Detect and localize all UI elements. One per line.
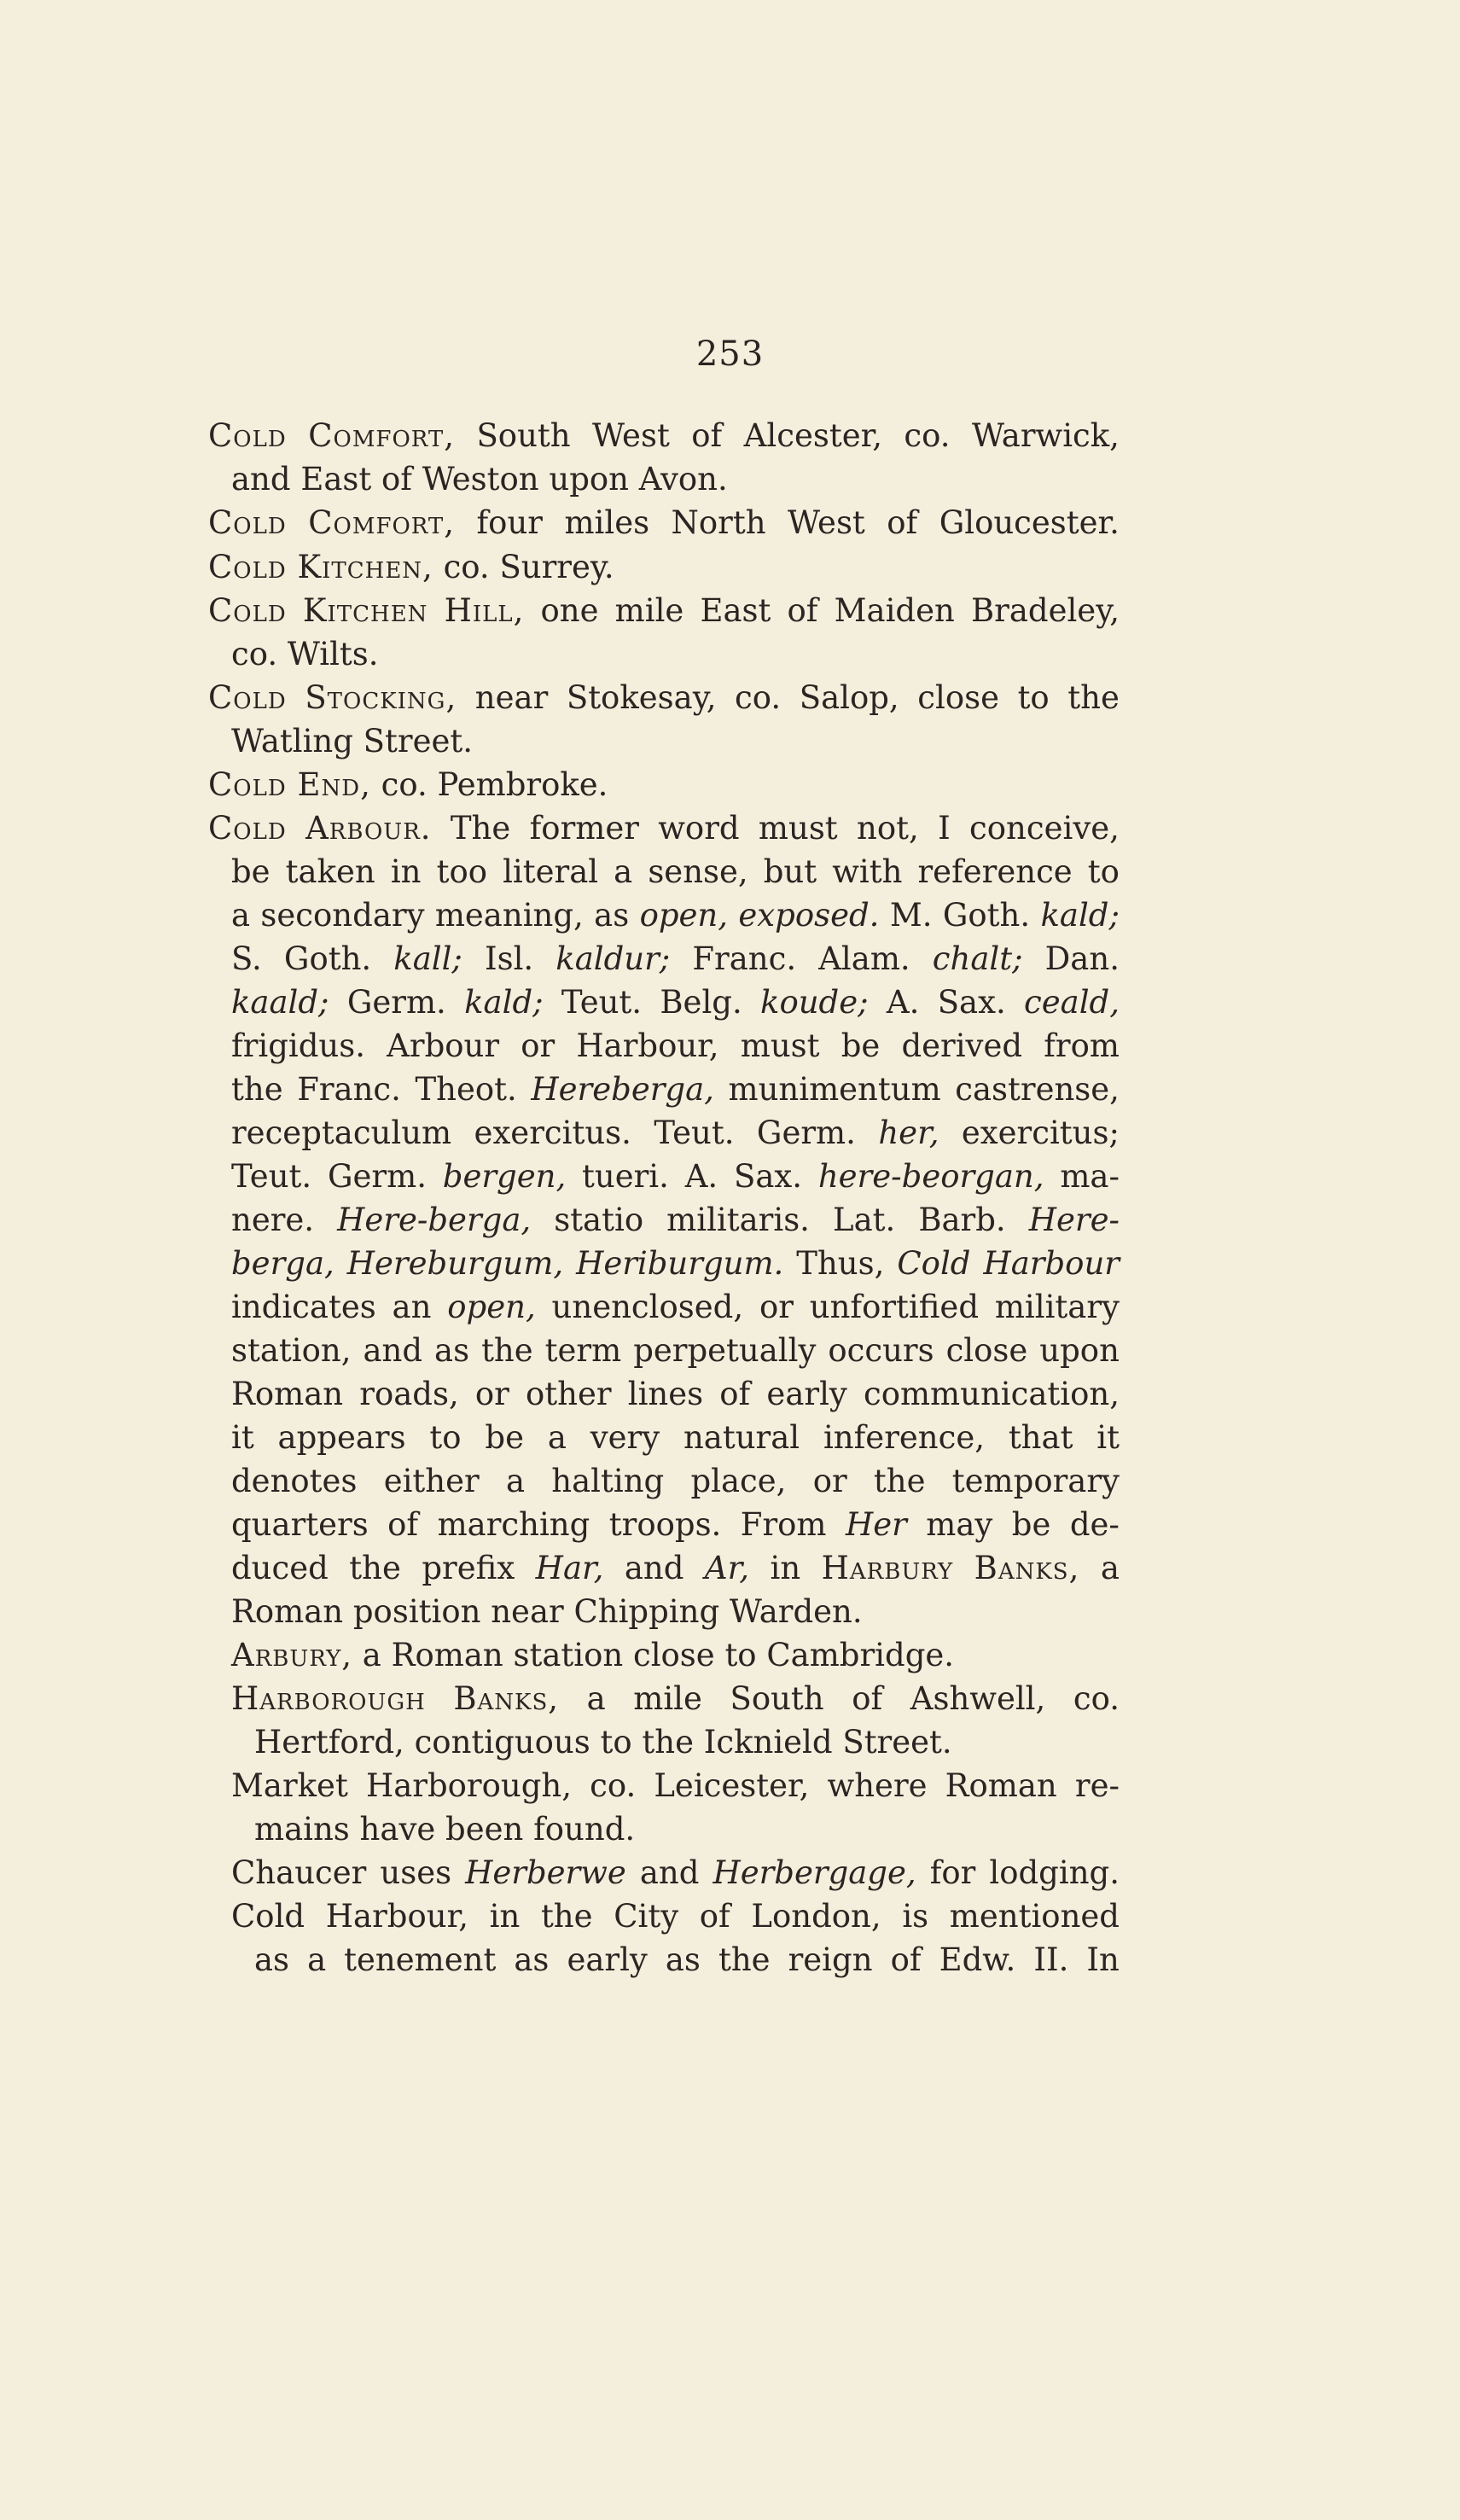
word: exercitus.	[474, 1115, 631, 1151]
word: Lat.	[833, 1202, 896, 1238]
word: Salop,	[799, 679, 899, 716]
word: In	[1086, 1941, 1120, 1978]
word: mile	[614, 592, 684, 629]
word: station,	[231, 1332, 352, 1369]
word: denotes	[231, 1463, 358, 1499]
text-line	[231, 1898, 1120, 1941]
word: co.	[1073, 1680, 1120, 1717]
word: of	[387, 1506, 419, 1543]
word: perpetually	[633, 1332, 817, 1369]
word: receptaculum	[231, 1115, 452, 1151]
word: Roman	[945, 1767, 1057, 1804]
word: Harbour,	[576, 1027, 719, 1064]
word: open,	[447, 1289, 536, 1325]
text-line	[208, 504, 1120, 547]
word: re-	[1074, 1767, 1120, 1804]
word: a	[586, 1680, 606, 1717]
word: of	[699, 1898, 730, 1935]
word: Comfort,	[308, 504, 456, 541]
word: but	[763, 853, 817, 890]
word: Goth.	[942, 897, 1031, 934]
word: Teut.	[654, 1115, 735, 1151]
word: occurs	[828, 1332, 934, 1369]
word: former	[529, 810, 639, 847]
word: near	[474, 679, 549, 716]
text-line	[231, 1202, 1120, 1244]
word: not,	[857, 810, 919, 847]
entry-text: a Roman station close to Cambridge.	[352, 1637, 955, 1673]
word: Goth.	[283, 940, 372, 977]
word: Stocking,	[305, 679, 457, 716]
word: reign	[788, 1941, 873, 1978]
text-line	[231, 1158, 1120, 1201]
entry-text: co. Pembroke.	[370, 766, 608, 803]
word: Sax.	[937, 984, 1006, 1021]
word: Teut.	[231, 1158, 312, 1195]
word: the	[349, 1550, 401, 1586]
text-line	[231, 897, 1120, 940]
page-number: 253	[695, 335, 765, 374]
text-line	[231, 1463, 1120, 1505]
word: a	[1100, 1550, 1120, 1586]
word: kaldur;	[555, 940, 671, 977]
word: frigidus.	[231, 1027, 365, 1064]
word: munimentum	[728, 1071, 941, 1108]
word: City	[614, 1898, 679, 1935]
word: or	[759, 1289, 794, 1325]
word: her,	[878, 1115, 939, 1151]
text-line	[231, 1854, 1120, 1897]
text-line	[208, 549, 614, 591]
word: the	[1067, 679, 1120, 716]
word: M.	[889, 897, 933, 934]
word: meaning,	[434, 897, 584, 934]
word: to	[429, 1419, 462, 1456]
text-line	[231, 1376, 1120, 1418]
word: upon	[1039, 1332, 1120, 1369]
word: Germ.	[756, 1115, 856, 1151]
text-line	[208, 679, 1120, 722]
word: co.	[735, 679, 782, 716]
word: Theot.	[415, 1071, 517, 1108]
word: either	[383, 1463, 480, 1499]
word: Hereberga,	[531, 1071, 714, 1108]
word: Hill,	[444, 592, 525, 629]
word: and	[639, 1854, 700, 1891]
word: Ashwell,	[910, 1680, 1046, 1717]
word: a	[307, 1941, 327, 1978]
word: early	[567, 1941, 648, 1978]
word: militaris.	[666, 1202, 810, 1238]
word: Roman	[231, 1376, 344, 1412]
entry-heading: Arbury,	[231, 1637, 353, 1673]
word: Franc.	[692, 940, 797, 977]
text-line	[231, 1767, 1120, 1810]
word: Arbour	[387, 1027, 500, 1064]
text-line: Roman position near Chipping Warden.	[231, 1593, 863, 1630]
word: of	[852, 1680, 883, 1717]
word: chalt;	[932, 940, 1023, 977]
word: in	[390, 853, 422, 890]
word: I	[938, 810, 951, 847]
word: Dan.	[1044, 940, 1120, 977]
word: koude;	[760, 984, 869, 1021]
word: Cold	[208, 504, 287, 541]
word: Cold	[231, 1898, 305, 1935]
word: as	[665, 1941, 701, 1978]
word: close	[917, 679, 999, 716]
word: and	[363, 1332, 423, 1369]
text-line	[231, 1419, 1120, 1462]
word: Alam.	[818, 940, 910, 977]
text-line	[231, 1332, 1120, 1375]
word: the	[873, 1463, 926, 1499]
word: mile	[633, 1680, 702, 1717]
word: appears	[277, 1419, 406, 1456]
word: or	[812, 1463, 847, 1499]
word: an	[392, 1289, 432, 1325]
word: ma-	[1060, 1158, 1120, 1195]
word: close	[945, 1332, 1028, 1369]
word: West	[788, 504, 865, 541]
word: nere.	[231, 1202, 315, 1238]
word: may	[926, 1506, 993, 1543]
word: in	[770, 1550, 801, 1586]
word: the	[540, 1898, 593, 1935]
word: Harbury	[821, 1550, 954, 1586]
word: lines	[627, 1376, 704, 1412]
word: Arbour.	[305, 810, 432, 847]
word: A.	[886, 984, 920, 1021]
word: ceald,	[1024, 984, 1120, 1021]
word: a	[614, 853, 633, 890]
word: co.	[590, 1767, 637, 1804]
word: with	[832, 853, 903, 890]
word: the	[231, 1071, 283, 1108]
word: Warwick,	[971, 417, 1120, 454]
word: Banks,	[974, 1550, 1080, 1586]
word: halting	[551, 1463, 665, 1499]
word: communication,	[863, 1376, 1120, 1412]
word: A.	[684, 1158, 718, 1195]
word: Har,	[535, 1550, 604, 1586]
word: Alcester,	[743, 417, 882, 454]
entry-text: co. Surrey.	[433, 549, 614, 585]
word: is	[902, 1898, 929, 1935]
word: a	[231, 897, 251, 934]
word: tenement	[344, 1941, 497, 1978]
word: be	[485, 1419, 524, 1456]
word: of	[887, 504, 918, 541]
word: here-beorgan,	[817, 1158, 1044, 1195]
word: secondary	[260, 897, 425, 934]
word: be	[841, 1027, 881, 1064]
word: must	[740, 1027, 820, 1064]
word: sense,	[648, 853, 748, 890]
word: other	[526, 1376, 612, 1412]
word: Comfort,	[308, 417, 456, 454]
word: word	[658, 810, 740, 847]
word: it	[231, 1419, 254, 1456]
word: Ar,	[704, 1550, 750, 1586]
word: Herberwe	[465, 1854, 626, 1891]
word: conceive,	[969, 810, 1120, 847]
word: it	[1096, 1419, 1120, 1456]
word: de-	[1069, 1506, 1120, 1543]
word: berga,	[231, 1245, 334, 1282]
word: of	[719, 1376, 751, 1412]
word: marching	[437, 1506, 590, 1543]
text-line	[208, 592, 1120, 635]
word: to	[1087, 853, 1120, 890]
word: a	[505, 1463, 526, 1499]
text-line: co. Wilts.	[231, 636, 379, 672]
word: too	[436, 853, 487, 890]
text-line	[231, 940, 1120, 983]
word: Banks,	[453, 1680, 560, 1717]
word: kald;	[1040, 897, 1120, 934]
word: Belg.	[660, 984, 742, 1021]
word: Heriburgum.	[576, 1245, 784, 1282]
word: or	[521, 1027, 555, 1064]
word: inference,	[823, 1419, 985, 1456]
text-line	[231, 1506, 1120, 1549]
word: of	[787, 592, 818, 629]
word: of	[691, 417, 723, 454]
word: be	[231, 853, 270, 890]
word: in	[489, 1898, 521, 1935]
text-line: Watling Street.	[231, 723, 474, 759]
word: to	[1017, 679, 1050, 716]
word: II.	[1033, 1941, 1069, 1978]
word: as	[514, 1941, 550, 1978]
word: Cold	[208, 810, 287, 847]
word: Cold	[208, 679, 287, 716]
word: troops.	[608, 1506, 722, 1543]
text-line: Hertford, contiguous to the Icknield Street.	[254, 1724, 952, 1761]
word: early	[766, 1376, 847, 1412]
word: Here-berga,	[337, 1202, 532, 1238]
word: must	[758, 810, 838, 847]
word: London,	[751, 1898, 881, 1935]
word: miles	[564, 504, 650, 541]
text-line	[231, 1637, 954, 1679]
word: that	[1008, 1419, 1073, 1456]
text-line	[231, 1289, 1120, 1331]
word: West	[592, 417, 670, 454]
word: roads,	[359, 1376, 459, 1412]
word: indicates	[231, 1289, 376, 1325]
word: duced	[231, 1550, 329, 1586]
word: tueri.	[582, 1158, 669, 1195]
word: for	[929, 1854, 976, 1891]
word: Market	[231, 1767, 348, 1804]
word: statio	[554, 1202, 644, 1238]
text-line	[231, 1115, 1120, 1157]
entry-heading: Cold Kitchen,	[208, 549, 433, 585]
word: Hereburgum,	[346, 1245, 564, 1282]
word: The	[450, 810, 511, 847]
word: where	[827, 1767, 928, 1804]
word: quarters	[231, 1506, 369, 1543]
word: of	[890, 1941, 922, 1978]
word: castrense,	[955, 1071, 1120, 1108]
word: kall;	[393, 940, 462, 977]
word: very	[590, 1419, 660, 1456]
word: Harbour,	[325, 1898, 468, 1935]
word: South	[730, 1680, 824, 1717]
word: Cold	[208, 592, 287, 629]
word: as	[254, 1941, 290, 1978]
word: derived	[901, 1027, 1023, 1064]
word: S.	[231, 940, 262, 977]
word: North	[671, 504, 766, 541]
word: South	[476, 417, 571, 454]
word: as	[434, 1332, 470, 1369]
text-line	[231, 1245, 1120, 1288]
word: From	[740, 1506, 827, 1543]
word: lodging.	[989, 1854, 1120, 1891]
word: Gloucester.	[939, 504, 1120, 541]
word: Teut.	[561, 984, 643, 1021]
word: unenclosed,	[551, 1289, 744, 1325]
word: natural	[683, 1419, 800, 1456]
word: East	[700, 592, 771, 629]
word: Her	[845, 1506, 907, 1543]
text-line	[231, 1071, 1120, 1114]
word: mentioned	[949, 1898, 1120, 1935]
text-line: mains have been found.	[254, 1811, 636, 1848]
text-line	[208, 810, 1120, 853]
word: prefix	[422, 1550, 515, 1586]
word: Isl.	[485, 940, 534, 977]
word: Here-	[1028, 1202, 1120, 1238]
text-line	[208, 766, 608, 809]
text-line	[208, 417, 1120, 460]
word: Germ.	[327, 1158, 427, 1195]
word: Cold	[208, 417, 287, 454]
word: military	[994, 1289, 1120, 1325]
text-line	[231, 984, 1120, 1027]
word: the	[718, 1941, 771, 1978]
word: one	[540, 592, 599, 629]
word: reference	[917, 853, 1073, 890]
word: kaald;	[231, 984, 329, 1021]
word: Harborough	[231, 1680, 426, 1717]
word: Edw.	[939, 1941, 1016, 1978]
word: Cold	[897, 1245, 971, 1282]
text-line	[231, 1027, 1120, 1070]
word: Bradeley,	[970, 592, 1120, 629]
word: Harborough,	[365, 1767, 572, 1804]
word: Sax.	[733, 1158, 803, 1195]
text-line	[254, 1941, 1120, 1984]
word: Thus,	[796, 1245, 885, 1282]
word: taken	[285, 853, 375, 890]
word: exercitus;	[961, 1115, 1120, 1151]
text-line	[231, 853, 1120, 896]
word: Kitchen	[302, 592, 428, 629]
word: Germ.	[346, 984, 446, 1021]
text-line	[231, 1680, 1120, 1723]
word: unfortified	[809, 1289, 980, 1325]
word: Maiden	[834, 592, 955, 629]
word: Stokesay,	[566, 679, 717, 716]
word: bergen,	[442, 1158, 567, 1195]
word: Leicester,	[654, 1767, 810, 1804]
word: four	[476, 504, 543, 541]
word: from	[1044, 1027, 1120, 1064]
word: exposed.	[738, 897, 880, 934]
word: Herbergage,	[713, 1854, 916, 1891]
word: or	[474, 1376, 509, 1412]
word: open,	[639, 897, 729, 934]
text-line: and East of Weston upon Avon.	[231, 461, 728, 498]
word: co.	[904, 417, 951, 454]
word: Franc.	[297, 1071, 401, 1108]
word: a	[547, 1419, 567, 1456]
word: place,	[690, 1463, 787, 1499]
word: be	[1011, 1506, 1051, 1543]
word: the	[481, 1332, 533, 1369]
text-line	[231, 1550, 1120, 1592]
word: Harbour	[983, 1245, 1120, 1282]
word: term	[544, 1332, 622, 1369]
word: as	[594, 897, 630, 934]
word: and	[624, 1550, 684, 1586]
word: Barb.	[918, 1202, 1006, 1238]
word: Chaucer	[231, 1854, 367, 1891]
word: temporary	[951, 1463, 1120, 1499]
word: kald;	[464, 984, 544, 1021]
word: literal	[503, 853, 599, 890]
word: uses	[380, 1854, 452, 1891]
entry-heading: Cold End,	[208, 766, 371, 803]
